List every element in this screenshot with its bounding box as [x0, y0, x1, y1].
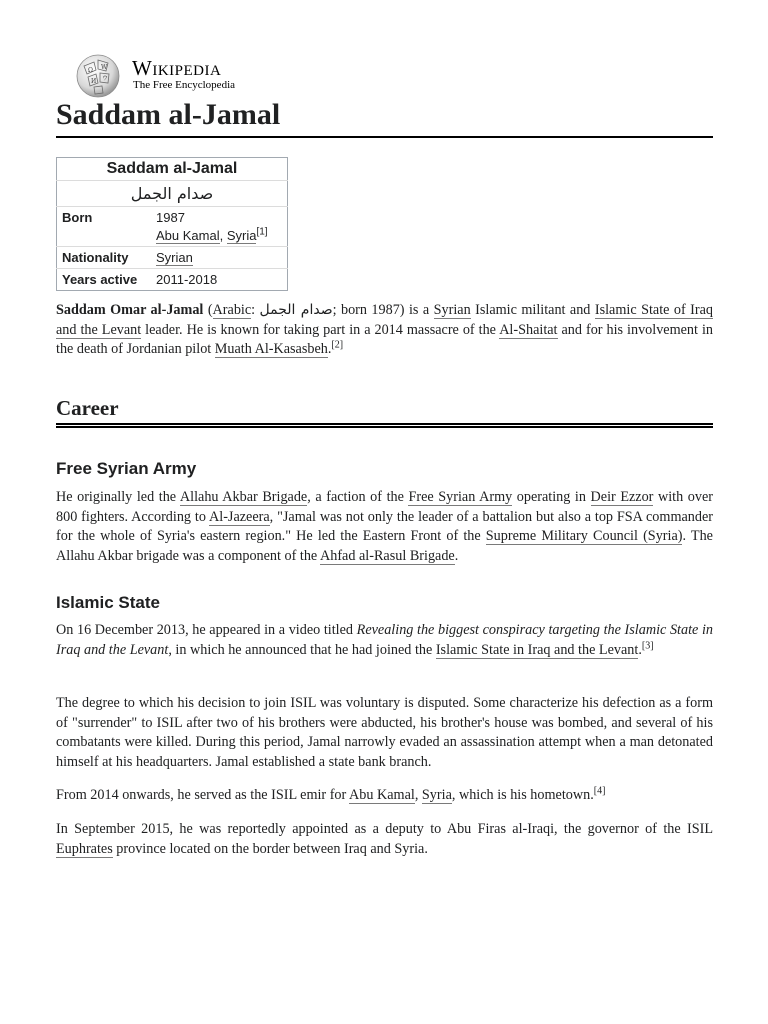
ref-2[interactable]: [2]	[331, 339, 344, 351]
abu-kamal-link-2[interactable]: Abu Kamal	[349, 787, 415, 803]
svg-text:ウ: ウ	[102, 75, 109, 82]
ref-4[interactable]: [4]	[593, 785, 606, 797]
isil-link-2[interactable]: Islamic State in Iraq and the Levant	[435, 641, 639, 658]
infobox-label-born: Born	[57, 207, 152, 247]
infobox-row-born	[57, 207, 288, 247]
syrian-link[interactable]: Syrian	[433, 302, 471, 318]
infobox-value-born	[151, 207, 288, 247]
infobox-label-years-active: Years active	[57, 269, 152, 291]
nationality-link[interactable]: Syrian	[156, 250, 193, 265]
infobox	[56, 157, 288, 291]
video-title: Revealing the biggest conspiracy targeting the Islamic State in Iraq and the Levant	[56, 622, 713, 658]
subsection-heading-islamic-state: Islamic State	[56, 593, 160, 612]
islamic-state-paragraph-4: In September 2015, he was reportedly appointed as a deputy to Abu Firas al-Iraqi, the governor of the ISIL Euphrates province located on the border between Iraq and Syria.	[56, 821, 713, 857]
defection-text: The degree to which his decision to join ISIL was voluntary is disputed. Some characterize his defection as a form of "surrender" to ISIL after two of his brothers were abducted, his brother's house was bombed, and several of his combatants were killed. During this period, Jamal narrowly evaded an assassination attempt when a man detonated himself at his headquarters. Jamal established a state bank branch.	[56, 695, 713, 770]
islamic-state-paragraph-3: From 2014 onwards, he served as the ISIL emir for Abu Kamal, Syria, which is his hometown.[4]	[56, 785, 606, 803]
born-separator: ,	[219, 228, 227, 243]
born-place	[156, 228, 282, 243]
svg-text:W: W	[101, 64, 108, 71]
supreme-military-council-link[interactable]: Supreme Military Council (Syria)	[485, 528, 683, 544]
infobox-row-years-active	[57, 269, 288, 291]
svg-text:Ω: Ω	[88, 67, 93, 74]
euphrates-link[interactable]: Euphrates	[56, 840, 113, 857]
subsection-heading-free-syrian-army: Free Syrian Army	[56, 459, 197, 478]
deir-ezzor-link[interactable]: Deir Ezzor	[590, 489, 654, 505]
infobox-value-years-active: 2011-2018	[151, 269, 288, 291]
muath-al-kasasbeh-link[interactable]: Muath Al-Kasasbeh	[214, 341, 328, 357]
ref-1[interactable]: [1]	[256, 226, 268, 238]
isil-link[interactable]: Islamic State of Iraq and the Levant	[56, 302, 713, 338]
free-syrian-army-link[interactable]: Free Syrian Army	[408, 489, 513, 505]
arabic-link[interactable]: Arabic	[212, 302, 252, 318]
infobox-arabic-name: صدام الجمل	[57, 181, 288, 207]
syria-link[interactable]: Syria	[226, 228, 257, 243]
ahfad-al-rasul-brigade-link[interactable]: Ahfad al-Rasul Brigade	[319, 547, 455, 564]
infobox-label-nationality: Nationality	[57, 247, 152, 269]
arabic-name: صدام الجمل	[259, 302, 333, 318]
wordmark: Wikipedia	[132, 56, 222, 80]
syria-link-2[interactable]: Syria	[421, 787, 452, 803]
lead-paragraph: Saddam Omar al-Jamal (Arabic: صدام الجمل; born 1987) is a Syrian Islamic militant and Islamic State of Iraq and the Levant leader. He is known for taking part in a 2014 massacre of the Al-Shaitat and for his involvement in the death of Jordanian pilot Muath Al-Kasasbeh.[2]	[56, 302, 713, 357]
infobox-title: Saddam al-Jamal	[106, 160, 238, 177]
page-title: Saddam al-Jamal	[56, 96, 713, 138]
infobox-row-nationality	[57, 247, 288, 269]
fsa-paragraph: He originally led the Allahu Akbar Brigade, a faction of the Free Syrian Army operating in Deir Ezzor with over 800 fighters. According to Al-Jazeera, "Jamal was not only the leader of a battalion but also a top FSA commander for the whole of Syria's eastern region." He led the Eastern Front of the Supreme Military Council (Syria). The Allahu Akbar brigade was a component of the Ahfad al-Rasul Brigade.	[56, 489, 713, 564]
wikipedia-logo[interactable]	[74, 52, 274, 98]
al-jazeera-link[interactable]: Al-Jazeera	[209, 508, 270, 525]
al-shaitat-link[interactable]: Al-Shaitat	[499, 321, 558, 338]
ref-3[interactable]: [3]	[641, 639, 654, 651]
section-heading-career: Career	[56, 394, 713, 428]
abu-kamal-link[interactable]: Abu Kamal	[156, 228, 220, 243]
wikipedia-globe-icon	[74, 52, 122, 98]
tagline: The Free Encyclopedia	[133, 79, 236, 91]
svg-text:И: И	[91, 78, 97, 85]
islamic-state-paragraph-2	[56, 694, 713, 772]
born-year: 1987	[156, 210, 185, 225]
islamic-state-paragraph-1: On 16 December 2013, he appeared in a video titled Revealing the biggest conspiracy targeting the Islamic State in Iraq and the Levant, in which he announced that he had joined the Islamic State in Iraq and the Levant.[3]	[56, 622, 713, 658]
allahu-akbar-brigade-link[interactable]: Allahu Akbar Brigade	[179, 489, 308, 505]
lead-name: Saddam Omar al-Jamal	[56, 302, 204, 318]
